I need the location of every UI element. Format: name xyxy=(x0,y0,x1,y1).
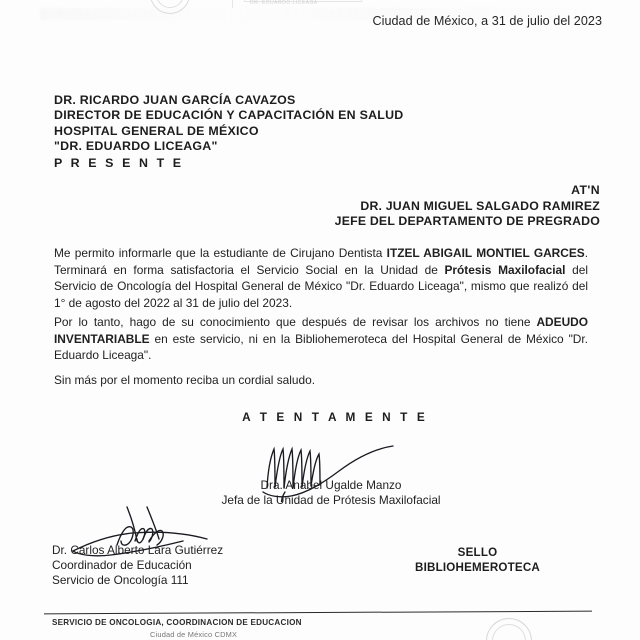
addressee-institution: HOSPITAL GENERAL DE MÉXICO xyxy=(54,123,259,138)
stamp-label-sello: SELLO xyxy=(457,546,498,559)
document-date: Ciudad de México, a 31 de julio del 2023 xyxy=(372,14,602,28)
stamp-label-bibliohemeroteca: BIBLIOHEMEROTECA xyxy=(415,561,540,575)
footer-line-1: SERVICIO DE ONCOLOGIA, COORDINACION DE EDUCACION xyxy=(52,618,302,627)
attention-name: DR. JUAN MIGUEL SALGADO RAMIREZ xyxy=(360,198,600,213)
addressee-presente: P R E S E N T E xyxy=(54,155,184,170)
p2-emphasis: ADEUDO INVENTARIABLE xyxy=(54,315,588,346)
closing-atentamente: A T E N T A M E N T E xyxy=(242,410,428,424)
body-paragraph-1 xyxy=(54,245,588,311)
p1-text-part-3: del Servicio de Oncología del Hospital General de México "Dr. Eduardo Liceaga", mismo que realizó del 1° de agosto del 2022 al 31 de julio del 2023. xyxy=(54,262,589,310)
attention-title: JEFE DEL DEPARTAMENTO DE PREGRADO xyxy=(334,214,600,229)
body-paragraph-2 xyxy=(54,314,588,364)
stamp-area-block xyxy=(370,545,585,576)
p2-text-part-1: Por lo tanto, hago de su conocimiento que después de revisar los archivos no tiene xyxy=(54,315,537,329)
footer-divider-rule xyxy=(44,611,592,615)
body-paragraph-3: Sin más por el momento reciba un cordial saludo. xyxy=(54,373,316,387)
addressee-block xyxy=(54,93,404,171)
attention-block xyxy=(335,183,600,230)
addressee-institution-subtitle: "DR. EDUARDO LICEAGA" xyxy=(54,139,218,154)
attention-label: AT'N xyxy=(571,183,600,197)
signature-left-department: Servicio de Oncología 111 xyxy=(52,573,189,588)
addressee-name: DR. RICARDO JUAN GARCÍA CAVAZOS xyxy=(54,93,296,107)
signature-left-name: Dr. Carlos Alberto Lara Gutiérrez xyxy=(52,543,224,557)
letterhead-divider xyxy=(232,0,233,8)
addressee-title: DIRECTOR DE EDUCACIÓN Y CAPACITACIÓN EN SALUD xyxy=(54,108,404,123)
signature-center-name: Dra. Anabel Ugalde Manzo xyxy=(260,478,402,492)
p2-text-part-2: en este servicio, ni en la Bibliohemeroteca del Hospital General de México "Dr. Eduardo Liceaga". xyxy=(54,331,588,363)
p1-text-part-2: . Terminará en forma satisfactoria el Servicio Social en la Unidad de xyxy=(54,246,589,277)
signature-left-title: Coordinador de Educación xyxy=(52,558,192,573)
signature-center-title: Jefa de la Unidad de Prótesis Maxilofacial xyxy=(221,493,441,508)
letterhead-hospital-mark: DR. EDUARDO LICEAGA xyxy=(250,0,318,6)
p1-text-part-1: Me permito informarle que la estudiante de Cirujano Dentista xyxy=(54,246,387,260)
footer-seal-icon xyxy=(486,618,532,640)
signature-block-left xyxy=(52,543,223,589)
signature-block-center xyxy=(176,478,486,508)
footer-line-2: Ciudad de México CDMX xyxy=(150,630,238,639)
p1-unit-name: Prótesis Maxilofacial xyxy=(444,262,566,277)
p1-student-name: ITZEL ABIGAIL MONTIEL GARCES xyxy=(386,246,585,260)
